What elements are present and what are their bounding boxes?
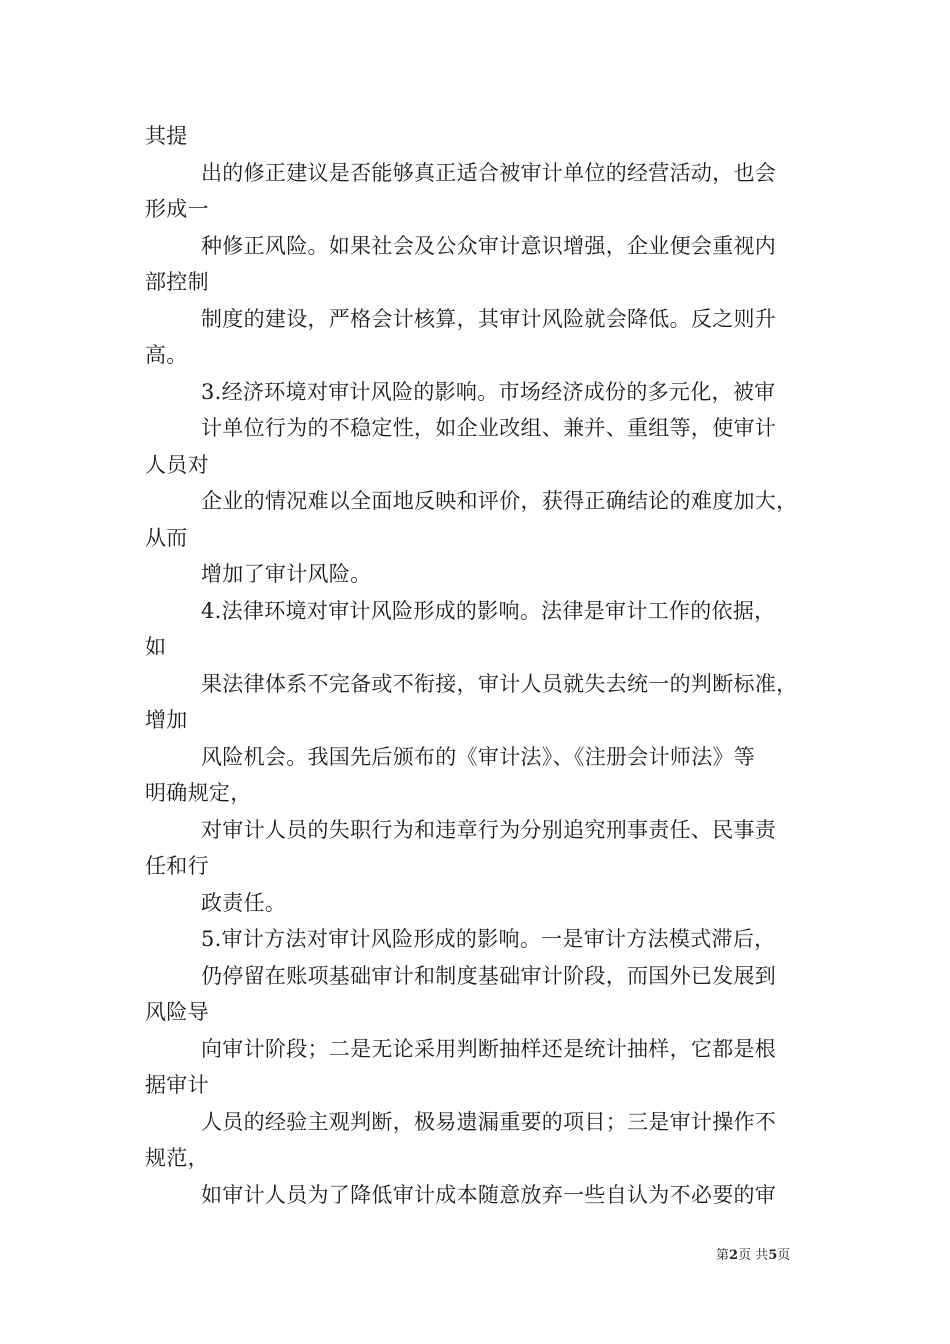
current-page-number: 2 [729,1248,739,1263]
footer-prefix: 第 [716,1248,730,1263]
document-body [145,118,825,1213]
text-line: 增加了审计风险。 [201,562,372,586]
total-page-number: 5 [768,1248,778,1263]
text-line: 如 [145,635,167,659]
text-line: 出的修正建议是否能够真正适合被审计单位的经营活动，也会 [201,160,777,185]
text-line: 部控制 [145,270,209,294]
text-line: 企业的情况难以全面地反映和评价，获得正确结论的难度加大， [201,489,798,513]
text-line: 其提 [145,124,188,148]
text-line: 形成一 [145,197,209,221]
text-line: 从而 [145,525,188,550]
text-line: 人员的经验主观判断，极易遗漏重要的项目；三是审计操作不 [201,1109,777,1134]
text-line: 仍停留在账项基础审计和制度基础审计阶段，而国外已发展到 [201,963,777,988]
text-line: 5.审计方法对审计风险形成的影响。一是审计方法模式滞后， [201,927,776,951]
text-line: 4.法律环境对审计风险形成的影响。法律是审计工作的依据， [201,598,776,623]
text-line: 任和行 [145,854,209,878]
text-line: 高。 [145,343,188,367]
text-line: 规范， [145,1146,209,1170]
text-line: 种修正风险。如果社会及公众审计意识增强，企业便会重视内 [201,233,777,258]
text-line: 据审计 [145,1073,209,1097]
page-number-footer [716,1247,790,1265]
text-line: 3.经济环境对审计风险的影响。市场经济成份的多元化，被审 [201,379,776,404]
text-line: 明确规定， [145,781,252,805]
text-line: 对审计人员的失职行为和违章行为分别追究刑事责任、民事责 [201,817,777,842]
text-line: 制度的建设，严格会计核算，其审计风险就会降低。反之则升 [201,306,777,331]
text-line: 计单位行为的不稳定性，如企业改组、兼并、重组等，使审计 [201,416,777,440]
text-line: 人员对 [145,452,209,477]
footer-suffix: 页 [777,1248,791,1263]
text-line: 增加 [145,708,188,732]
text-line: 风险导 [145,1000,209,1024]
text-line: 如审计人员为了降低审计成本随意放弃一些自认为不必要的审 [201,1182,777,1207]
text-line: 向审计阶段；二是无论采用判断抽样还是统计抽样，它都是根 [201,1036,777,1061]
text-line: 政责任。 [201,890,287,915]
text-line: 果法律体系不完备或不衔接，审计人员就失去统一的判断标准， [201,671,798,696]
footer-middle: 页 共 [738,1248,769,1263]
text-line: 风险机会。我国先后颁布的《审计法》、《注册会计师法》等 [201,744,756,769]
